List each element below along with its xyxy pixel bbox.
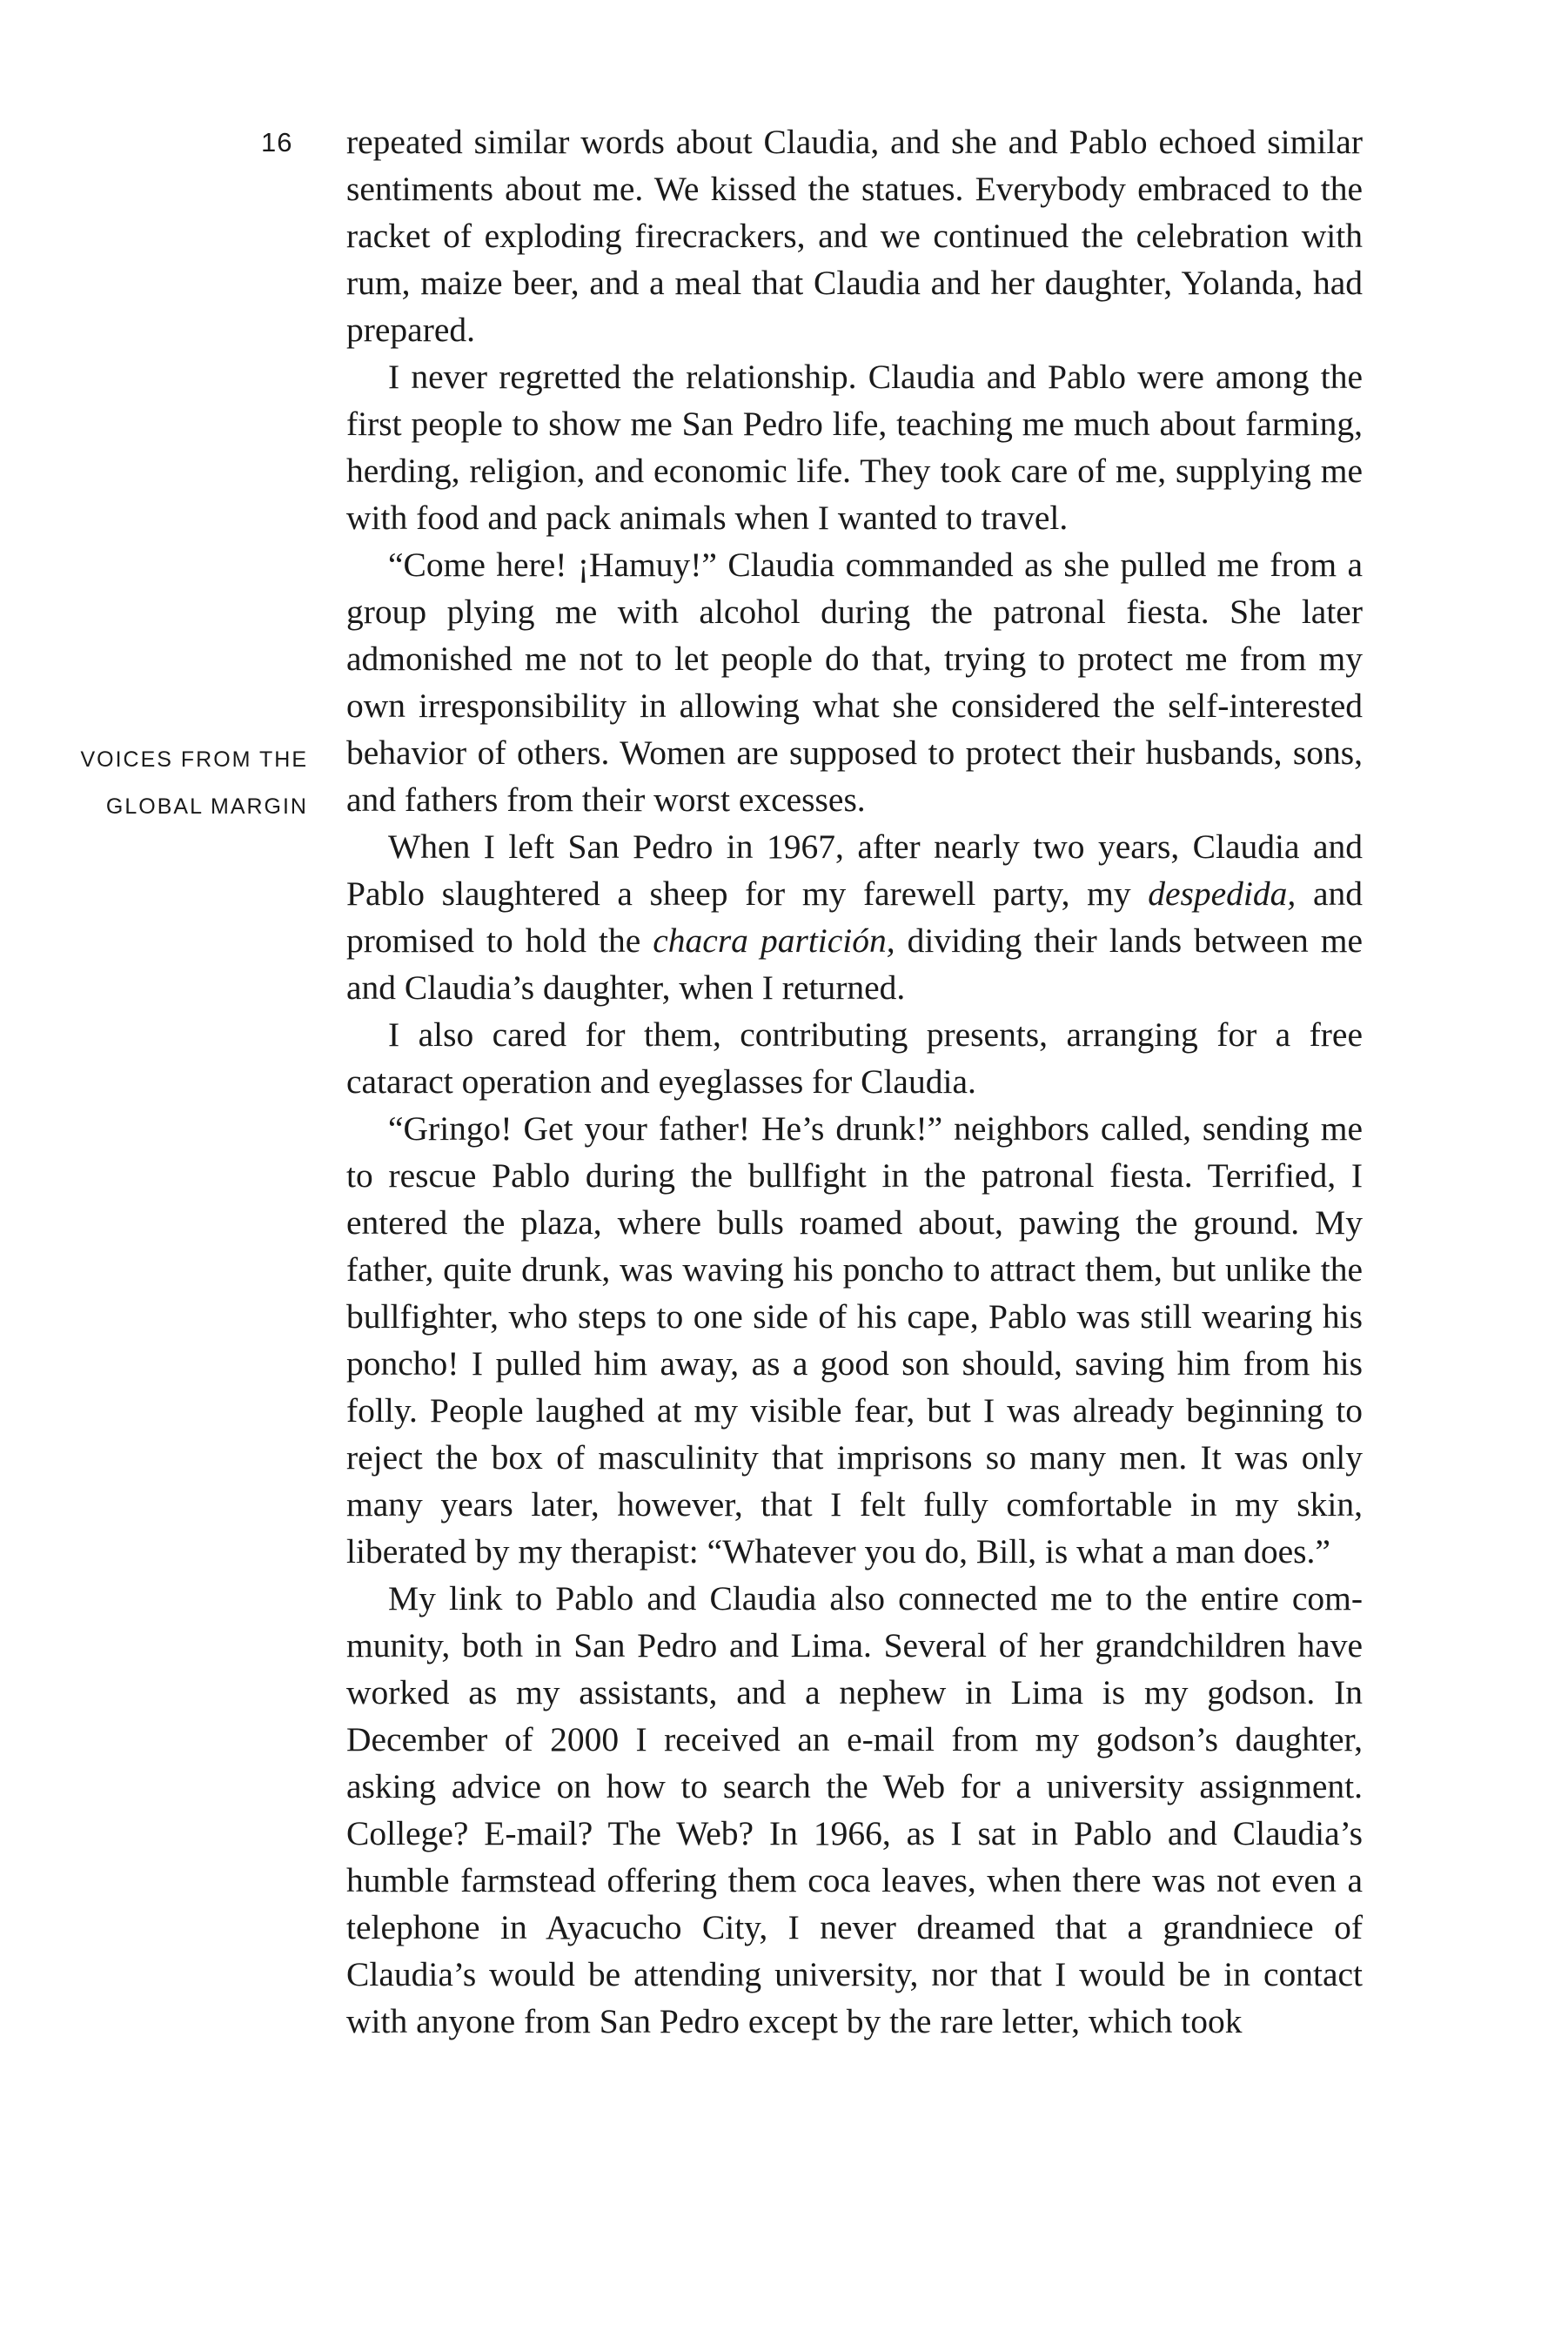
page-number: 16 — [261, 127, 293, 157]
italic-term-despedida: despedida, — [1148, 874, 1297, 913]
running-head-line-2: GLOBAL MARGIN — [105, 794, 308, 819]
paragraph — [346, 823, 1363, 1011]
text-run: dividing their lands between me and Claudia’s daughter, when I returned. — [346, 921, 1363, 1007]
body-text — [346, 118, 1363, 2045]
paragraph-continued: repeated similar words about Claudia, and she and Pablo echoed similar sentiments about me. We kissed the statues. Everybody embraced to the racket of exploding firecrackers, and we continued the celebration with rum, maize beer, and a meal that Claudia and her daughter, Yolanda, had prepared. — [346, 123, 1363, 349]
text-run: and promised to hold the — [346, 874, 1363, 960]
paragraph: I never regretted the relationship. Claudia and Pablo were among the first people to show me San Pedro life, teaching me much about farming, herding, religion, and economic life. They took care of me, supplying me with food and pack animals when I wanted to travel. — [346, 358, 1363, 537]
italic-term-chacra-particion: chacra partición, — [653, 921, 895, 960]
running-head — [80, 736, 308, 830]
text-run: When I left San Pedro in 1967, after nearly two years, Claudia and Pablo slaughtered a sheep for my farewell party, my — [346, 827, 1363, 913]
paragraph: I also cared for them, contributing presents, arranging for a free cataract operation and eyeglasses for Claudia. — [346, 1015, 1363, 1101]
running-head-line-1: VOICES FROM THE — [80, 747, 308, 772]
paragraph: “Come here! ¡Hamuy!” Claudia commanded as she pulled me from a group plying me with alcohol during the patronal fiesta. She later admonished me not to let people do that, trying to protect me from my own irresponsibility in allowing what she considered the self-interested behavior of others. Women are supposed to protect their husbands, sons, and fathers from their worst excesses. — [346, 546, 1363, 819]
paragraph: “Gringo! Get your father! He’s drunk!” neighbors called, sending me to rescue Pablo during the bullfight in the patronal fiesta. Terrified, I entered the plaza, where bulls roamed about, pawing the ground. My father, quite drunk, was waving his poncho to attract them, but unlike the bullfighter, who steps to one side of his cape, Pablo was still wearing his poncho! I pulled him away, as a good son should, saving him from his folly. People laughed at my visible fear, but I was already beginning to reject the box of masculinity that imprisons so many men. It was only many years later, however, that I felt fully comfortable in my skin, liberated by my therapist: “Whatever you do, Bill, is what a man does.” — [346, 1109, 1363, 1571]
paragraph: My link to Pablo and Claudia also connected me to the entire community, both in San Pedro and Lima. Several of her grandchildren have worked as my assistants, and a nephew in Lima is my godson. In December of 2000 I received an e-mail from my godson’s daughter, asking advice on how to search the Web for a university assignment. College? E-mail? The Web? In 1966, as I sat in Pablo and Claudia’s humble farmstead offering them coca leaves, when there was not even a telephone in Ayacucho City, I never dreamed that a grandniece of Claudia’s would be attending university, nor that I would be in contact with anyone from San Pedro except by the rare letter, which took — [346, 1579, 1363, 2040]
